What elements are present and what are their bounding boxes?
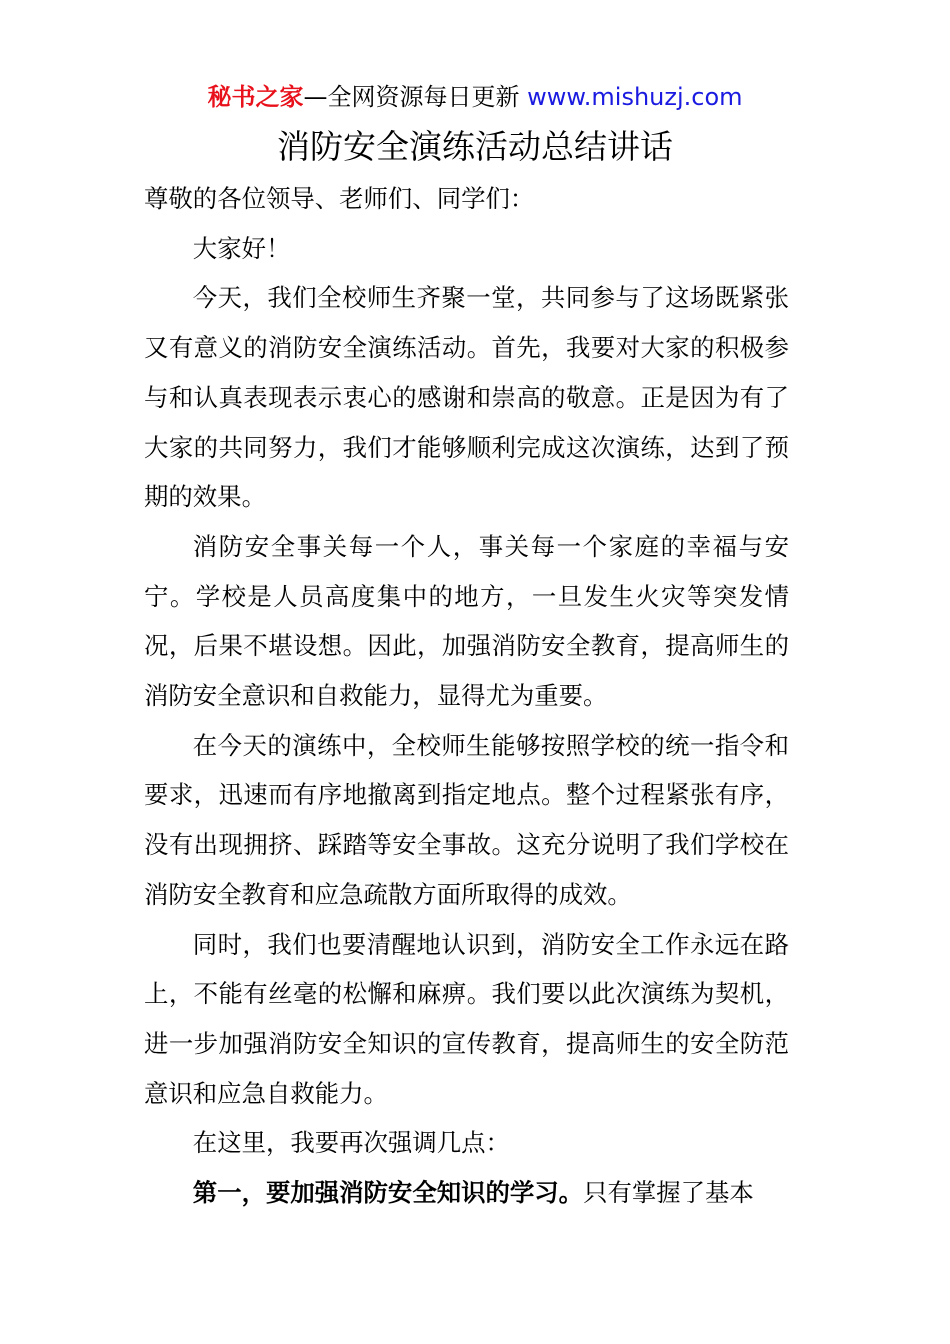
paragraph-greeting: 大家好！ <box>192 233 291 263</box>
paragraph-drill-review: 在今天的演练中，全校师生能够按照学校的统一指令和要求，迅速而有序地撤离到指定地点。整个过程紧张有序，没有出现拥挤、踩踏等安全事故。这充分说明了我们学校在消防安全教育和应急疏散方面所取得的成效。 <box>144 730 789 909</box>
paragraph-importance: 消防安全事关每一个人，事关每一个家庭的幸福与安宁。学校是人员高度集中的地方，一旦发生火灾等突发情况，后果不堪设想。因此，加强消防安全教育，提高师生的消防安全意识和自救能力，显得尤为重要。 <box>144 531 789 711</box>
site-brand: 秘书之家 <box>207 83 304 111</box>
paragraph-reflection: 同时，我们也要清醒地认识到，消防安全工作永远在路上，不能有丝毫的松懈和麻痹。我们要以此次演练为契机，进一步加强消防安全知识的宣传教育，提高师生的安全防范意识和应急自救能力。 <box>144 929 789 1108</box>
site-tagline: —全网资源每日更新 <box>303 83 520 111</box>
paragraph-emphasis-intro: 在这里，我要再次强调几点： <box>192 1128 510 1158</box>
site-url-link[interactable]: www.mishuzj.com <box>527 83 743 111</box>
salutation: 尊敬的各位领导、老师们、同学们： <box>144 184 535 213</box>
site-header <box>0 80 950 114</box>
point-one-text: 只有掌握了基本 <box>583 1178 754 1208</box>
point-one-heading: 第一，要加强消防安全知识的学习。 <box>192 1178 584 1208</box>
paragraph-opening: 今天，我们全校师生齐聚一堂，共同参与了这场既紧张又有意义的消防安全演练活动。首先，我要对大家的积极参与和认真表现表示衷心的感谢和崇高的敬意。正是因为有了大家的共同努力，我们才能够顺利完成这次演练，达到了预期的效果。 <box>144 283 789 512</box>
document-title: 消防安全演练活动总结讲话 <box>277 127 673 166</box>
paragraph-point-one <box>144 1168 789 1218</box>
document-body <box>144 174 789 1218</box>
